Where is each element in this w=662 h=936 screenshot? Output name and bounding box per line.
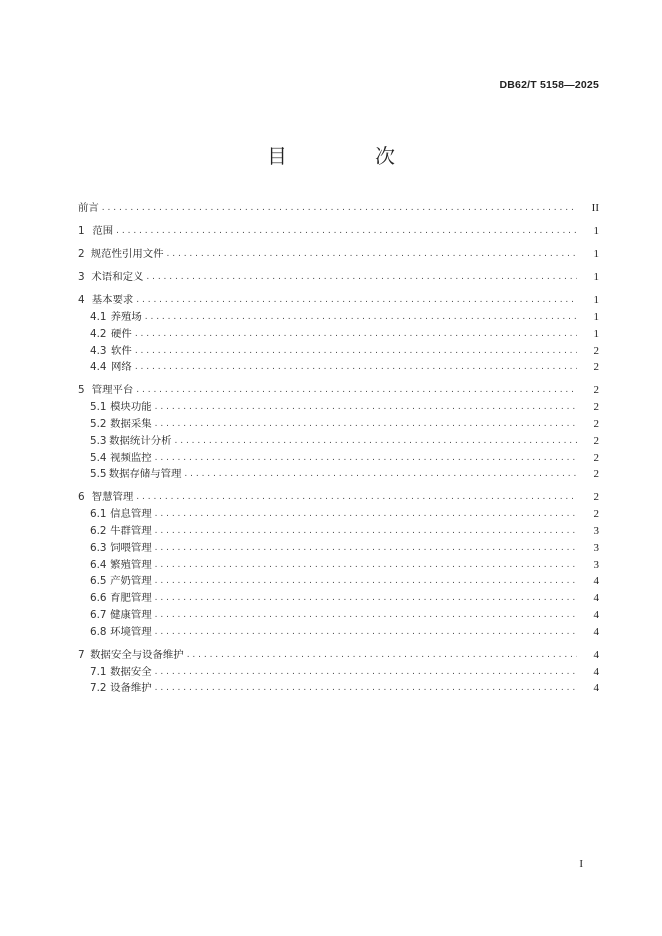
toc-entry-number: 6.1 — [90, 508, 107, 521]
toc-entry[interactable] — [78, 433, 599, 450]
toc-entry-page: 3 — [593, 558, 599, 571]
toc-leader-dots — [135, 326, 577, 343]
toc-entry-page: 4 — [593, 682, 599, 695]
toc-entry-label: 健康管理 — [110, 609, 152, 622]
toc-entry[interactable] — [78, 399, 599, 416]
toc-leader-dots — [136, 489, 577, 506]
toc-leader-dots — [155, 506, 577, 523]
toc-entry-page: 2 — [593, 451, 599, 464]
toc-entry-label: 前言 — [78, 202, 99, 214]
toc-entry-label: 数据存储与管理 — [108, 468, 182, 481]
toc-entry[interactable] — [78, 506, 599, 523]
toc-entry[interactable] — [78, 309, 599, 326]
toc-leader-dots — [155, 540, 577, 557]
toc-entry-page: 1 — [593, 248, 599, 261]
toc-entry[interactable] — [78, 343, 599, 360]
toc-entry-number: 6.3 — [90, 541, 107, 554]
toc-leader-dots — [116, 223, 577, 240]
toc-entry-label: 养殖场 — [110, 310, 142, 323]
toc-leader-dots — [175, 433, 578, 450]
page-title: 目 次 — [267, 144, 429, 168]
toc-entry-number: 4 — [78, 294, 85, 307]
toc-entry-page: 1 — [593, 271, 599, 284]
toc-leader-dots — [145, 309, 577, 326]
toc-leader-dots — [155, 664, 577, 681]
toc-entry-label: 数据采集 — [110, 418, 152, 431]
toc-entry-number: 5.2 — [90, 418, 107, 431]
toc-entry[interactable] — [78, 246, 599, 263]
toc-entry-number: 3 — [78, 271, 85, 284]
toc-entry-page: 4 — [593, 665, 599, 678]
table-of-contents — [78, 200, 599, 697]
toc-leader-dots — [136, 292, 577, 309]
toc-leader-dots — [135, 359, 577, 376]
toc-entry[interactable] — [78, 540, 599, 557]
toc-entry-page: 4 — [593, 575, 599, 588]
toc-entry-number: 7 — [78, 648, 85, 661]
toc-entry[interactable] — [78, 466, 599, 483]
toc-entry-label: 软件 — [111, 344, 132, 357]
toc-entry-page: 4 — [593, 609, 599, 622]
toc-entry-number: 6.2 — [90, 525, 107, 538]
toc-entry-label: 模块功能 — [110, 401, 152, 414]
document-code: DB62/T 5158—2025 — [499, 79, 599, 91]
toc-entry-number: 1 — [78, 225, 85, 238]
toc-entry-page: 2 — [593, 418, 599, 431]
toc-entry[interactable] — [78, 607, 599, 624]
toc-entry-page: II — [591, 202, 599, 214]
toc-leader-dots — [146, 269, 577, 286]
toc-entry-number: 7.2 — [90, 682, 107, 695]
toc-entry[interactable] — [78, 269, 599, 286]
toc-entry-label: 繁殖管理 — [110, 558, 152, 571]
toc-leader-dots — [187, 647, 577, 664]
toc-entry-label: 数据安全 — [110, 665, 152, 678]
toc-entry-number: 5.1 — [90, 401, 107, 414]
toc-entry-label: 管理平台 — [91, 384, 134, 397]
toc-entry-label: 网络 — [111, 361, 132, 374]
toc-entry-label: 饲喂管理 — [110, 541, 152, 554]
toc-entry-label: 硬件 — [111, 327, 132, 340]
toc-leader-dots — [155, 680, 577, 697]
toc-entry-page: 2 — [593, 491, 599, 504]
toc-entry-label: 术语和定义 — [91, 271, 144, 284]
toc-leader-dots — [155, 557, 577, 574]
toc-entry-page: 2 — [593, 434, 599, 447]
toc-leader-dots — [155, 399, 577, 416]
toc-entry-page: 2 — [593, 468, 599, 481]
toc-leader-dots — [135, 343, 577, 360]
toc-entry-page: 1 — [593, 327, 599, 340]
toc-entry-page: 1 — [593, 225, 599, 238]
toc-entry-number: 5.4 — [90, 451, 107, 464]
toc-leader-dots — [102, 200, 577, 217]
toc-entry-label: 智慧管理 — [91, 491, 134, 504]
toc-entry[interactable] — [78, 680, 599, 697]
toc-entry[interactable] — [78, 557, 599, 574]
toc-entry[interactable] — [78, 382, 599, 399]
toc-entry-number: 5.3 — [90, 434, 107, 447]
toc-entry-label: 基本要求 — [91, 294, 134, 307]
toc-entry[interactable] — [78, 292, 599, 309]
toc-entry-number: 6.7 — [90, 609, 107, 622]
toc-leader-dots — [184, 466, 577, 483]
toc-entry-page: 2 — [593, 384, 599, 397]
toc-entry[interactable] — [78, 647, 599, 664]
toc-entry-label: 数据统计分析 — [109, 434, 172, 447]
toc-entry-page: 4 — [593, 625, 599, 638]
toc-entry-page: 2 — [593, 508, 599, 521]
toc-leader-dots — [136, 382, 577, 399]
toc-entry[interactable] — [78, 489, 599, 506]
toc-entry-page: 1 — [593, 310, 599, 323]
toc-entry-number: 6.5 — [90, 575, 107, 588]
toc-entry-page: 4 — [593, 592, 599, 605]
toc-leader-dots — [155, 590, 577, 607]
toc-entry-page: 2 — [593, 401, 599, 414]
toc-entry-number: 4.1 — [90, 310, 107, 323]
toc-entry-page: 1 — [593, 294, 599, 307]
toc-entry-label: 范围 — [92, 225, 114, 238]
toc-leader-dots — [155, 624, 577, 641]
toc-leader-dots — [167, 246, 577, 263]
toc-entry-page: 4 — [593, 648, 599, 661]
toc-entry-number: 4.4 — [90, 361, 107, 374]
toc-leader-dots — [155, 523, 577, 540]
toc-entry-label: 产奶管理 — [110, 575, 152, 588]
toc-entry-number: 7.1 — [90, 665, 107, 678]
toc-leader-dots — [155, 450, 577, 467]
toc-entry-number: 6 — [78, 491, 85, 504]
page-number: I — [579, 858, 583, 870]
toc-entry[interactable] — [78, 573, 599, 590]
toc-entry[interactable] — [78, 416, 599, 433]
toc-entry[interactable] — [78, 326, 599, 343]
toc-entry[interactable] — [78, 359, 599, 376]
toc-entry[interactable] — [78, 200, 599, 217]
toc-entry[interactable] — [78, 590, 599, 607]
toc-entry[interactable] — [78, 664, 599, 681]
toc-entry-number: 5.5 — [90, 468, 107, 481]
toc-entry-label: 环境管理 — [110, 625, 152, 638]
toc-leader-dots — [155, 607, 577, 624]
toc-entry-label: 信息管理 — [110, 508, 152, 521]
toc-leader-dots — [155, 416, 577, 433]
toc-entry-page: 3 — [593, 525, 599, 538]
toc-entry-number: 4.3 — [90, 344, 107, 357]
toc-entry-number: 4.2 — [90, 327, 107, 340]
toc-entry-number: 5 — [78, 384, 85, 397]
toc-entry-number: 6.6 — [90, 592, 107, 605]
toc-entry-page: 2 — [593, 361, 599, 374]
toc-entry-number: 6.8 — [90, 625, 107, 638]
toc-entry[interactable] — [78, 624, 599, 641]
toc-entry[interactable] — [78, 450, 599, 467]
toc-entry-label: 设备维护 — [110, 682, 152, 695]
toc-entry-label: 规范性引用文件 — [90, 248, 164, 261]
toc-entry-page: 2 — [593, 344, 599, 357]
toc-entry-label: 视频监控 — [110, 451, 152, 464]
toc-leader-dots — [155, 573, 577, 590]
toc-entry-label: 牛群管理 — [110, 525, 152, 538]
toc-entry[interactable] — [78, 223, 599, 240]
toc-entry-number: 2 — [78, 248, 85, 261]
toc-entry[interactable] — [78, 523, 599, 540]
toc-entry-label: 育肥管理 — [110, 592, 152, 605]
toc-entry-label: 数据安全与设备维护 — [90, 648, 184, 661]
toc-entry-number: 6.4 — [90, 558, 107, 571]
toc-entry-page: 3 — [593, 541, 599, 554]
